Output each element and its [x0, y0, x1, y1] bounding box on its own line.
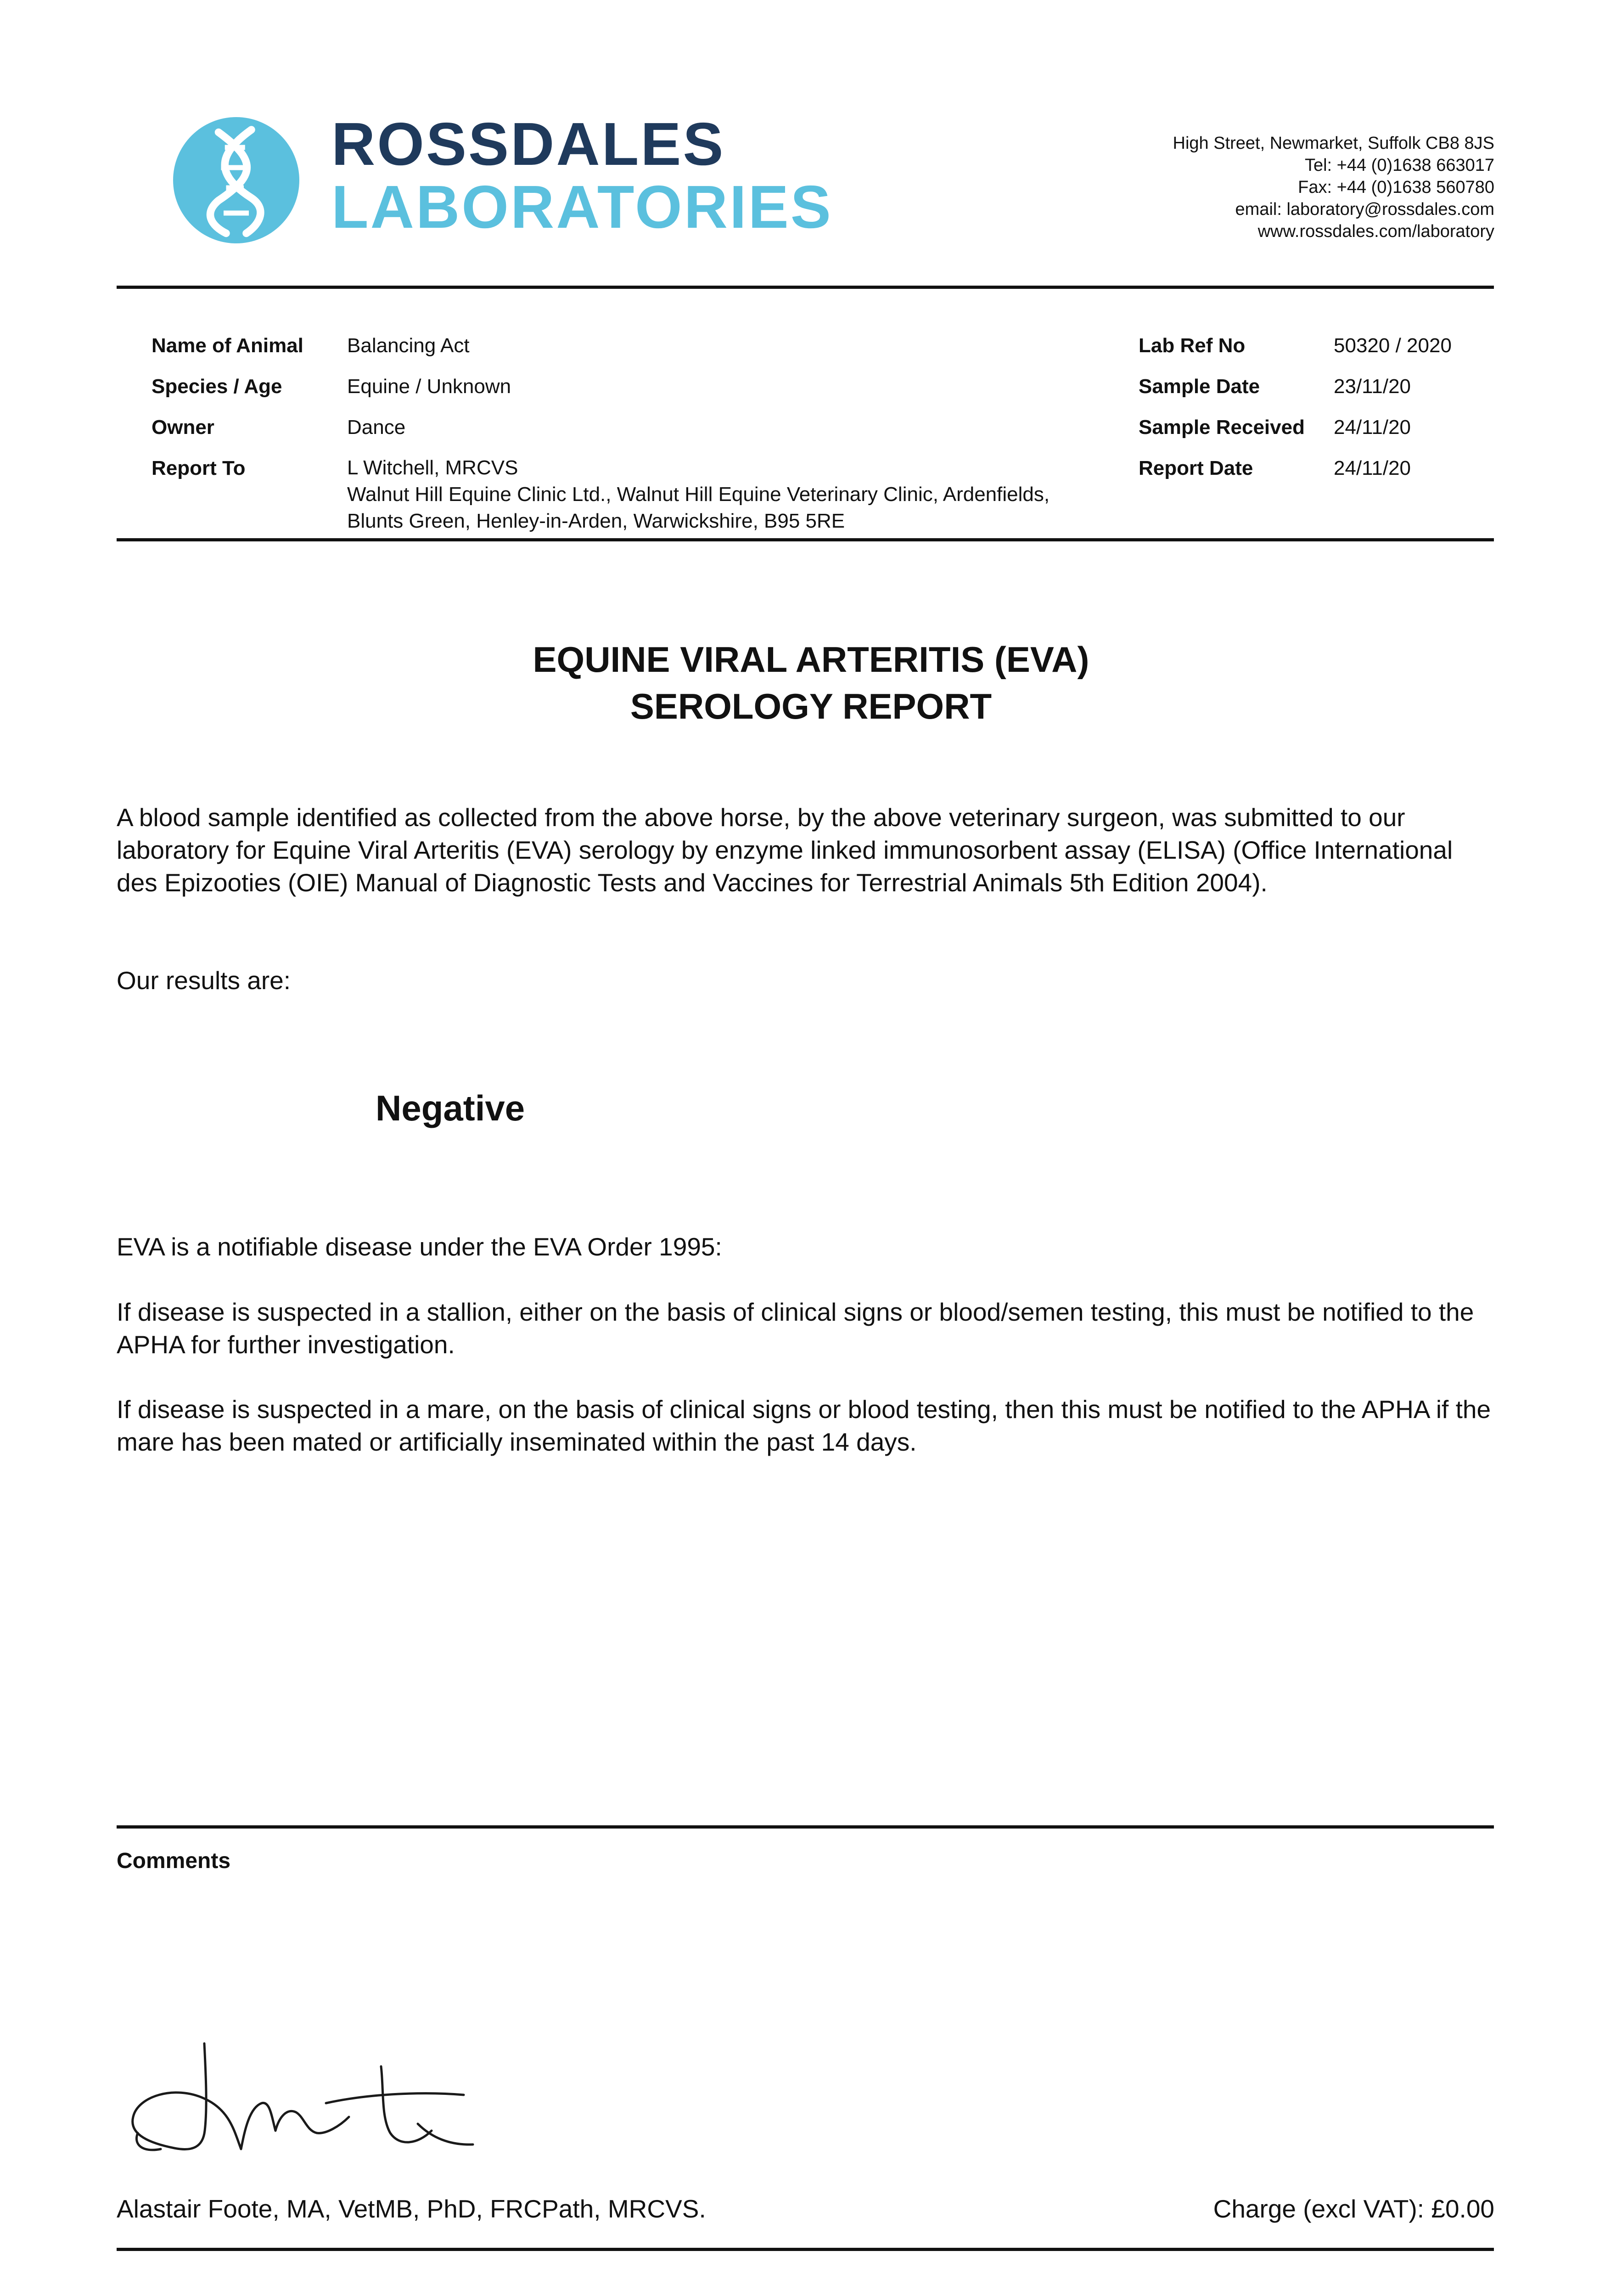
signature — [124, 2039, 477, 2158]
report-to-label: Report To — [152, 457, 246, 479]
results-lead: Our results are: — [117, 966, 291, 995]
comments-divider — [117, 1825, 1494, 1829]
signatory-name: Alastair Foote, MA, VetMB, PhD, FRCPath, MRCVS. — [117, 2195, 706, 2223]
mare-paragraph: If disease is suspected in a mare, on the basis of clinical signs or blood testing, then this must be notified to the APHA if the mare has been mated or artificially inseminated within the past 14 days. — [117, 1395, 1491, 1456]
charge-amount: Charge (excl VAT): £0.00 — [1213, 2195, 1494, 2223]
contact-web: www.rossdales.com/laboratory — [1257, 222, 1494, 241]
contact-block — [1173, 132, 1494, 242]
brand-name-line2: LABORATORIES — [331, 173, 833, 241]
owner-value: Dance — [347, 416, 406, 439]
lab-ref-label: Lab Ref No — [1139, 334, 1246, 357]
report-title-line2: SEROLOGY REPORT — [630, 686, 992, 726]
sample-date-label: Sample Date — [1139, 375, 1260, 398]
sample-date-value: 23/11/20 — [1334, 375, 1411, 398]
species-age-label: Species / Age — [152, 375, 282, 398]
brand-name-line1: ROSSDALES — [331, 110, 725, 178]
sample-received-value: 24/11/20 — [1334, 416, 1411, 439]
notice-paragraph: EVA is a notifiable disease under the EVA Order 1995: — [117, 1232, 722, 1261]
report-title-line1: EQUINE VIRAL ARTERITIS (EVA) — [533, 639, 1089, 680]
sample-received-label: Sample Received — [1139, 416, 1305, 439]
report-to-value: L Witchell, MRCVS — [347, 456, 518, 479]
details-divider — [117, 538, 1494, 541]
report-date-label: Report Date — [1139, 457, 1253, 479]
lab-ref-value: 50320 / 2020 — [1334, 334, 1452, 357]
contact-address: High Street, Newmarket, Suffolk CB8 8JS — [1173, 134, 1494, 153]
header-divider — [117, 286, 1494, 289]
name-of-animal-label: Name of Animal — [152, 334, 303, 357]
name-of-animal-value: Balancing Act — [347, 334, 470, 357]
result-value: Negative — [376, 1088, 525, 1128]
comments-label: Comments — [117, 1849, 231, 1873]
contact-fax: Fax: +44 (0)1638 560780 — [1298, 178, 1494, 197]
report-to-address-line2: Blunts Green, Henley-in-Arden, Warwickshire, B95 5RE — [347, 510, 845, 532]
owner-label: Owner — [152, 416, 214, 439]
species-age-value: Equine / Unknown — [347, 375, 511, 398]
report-title — [0, 636, 1622, 730]
intro-paragraph: A blood sample identified as collected from the above horse, by the above veterinary surgeon, was submitted to our laboratory for Equine Viral Arteritis (EVA) serology by enzyme linked immunosorbent assay (ELISA) (Office International des Epizooties (OIE) Manual of Diagnostic Tests and Vaccines for Terrestrial Animals 5th Edition 2004). — [117, 803, 1453, 897]
footer-divider — [117, 2248, 1494, 2251]
report-date-value: 24/11/20 — [1334, 457, 1411, 479]
stallion-paragraph: If disease is suspected in a stallion, either on the basis of clinical signs or blood/semen testing, this must be notified to the APHA for further investigation. — [117, 1298, 1474, 1359]
report-to-address-line1: Walnut Hill Equine Clinic Ltd., Walnut Hill Equine Veterinary Clinic, Ardenfields, — [347, 483, 1050, 506]
dna-logo-icon — [173, 117, 299, 243]
contact-email: email: laboratory@rossdales.com — [1235, 200, 1494, 219]
contact-tel: Tel: +44 (0)1638 663017 — [1304, 156, 1494, 175]
